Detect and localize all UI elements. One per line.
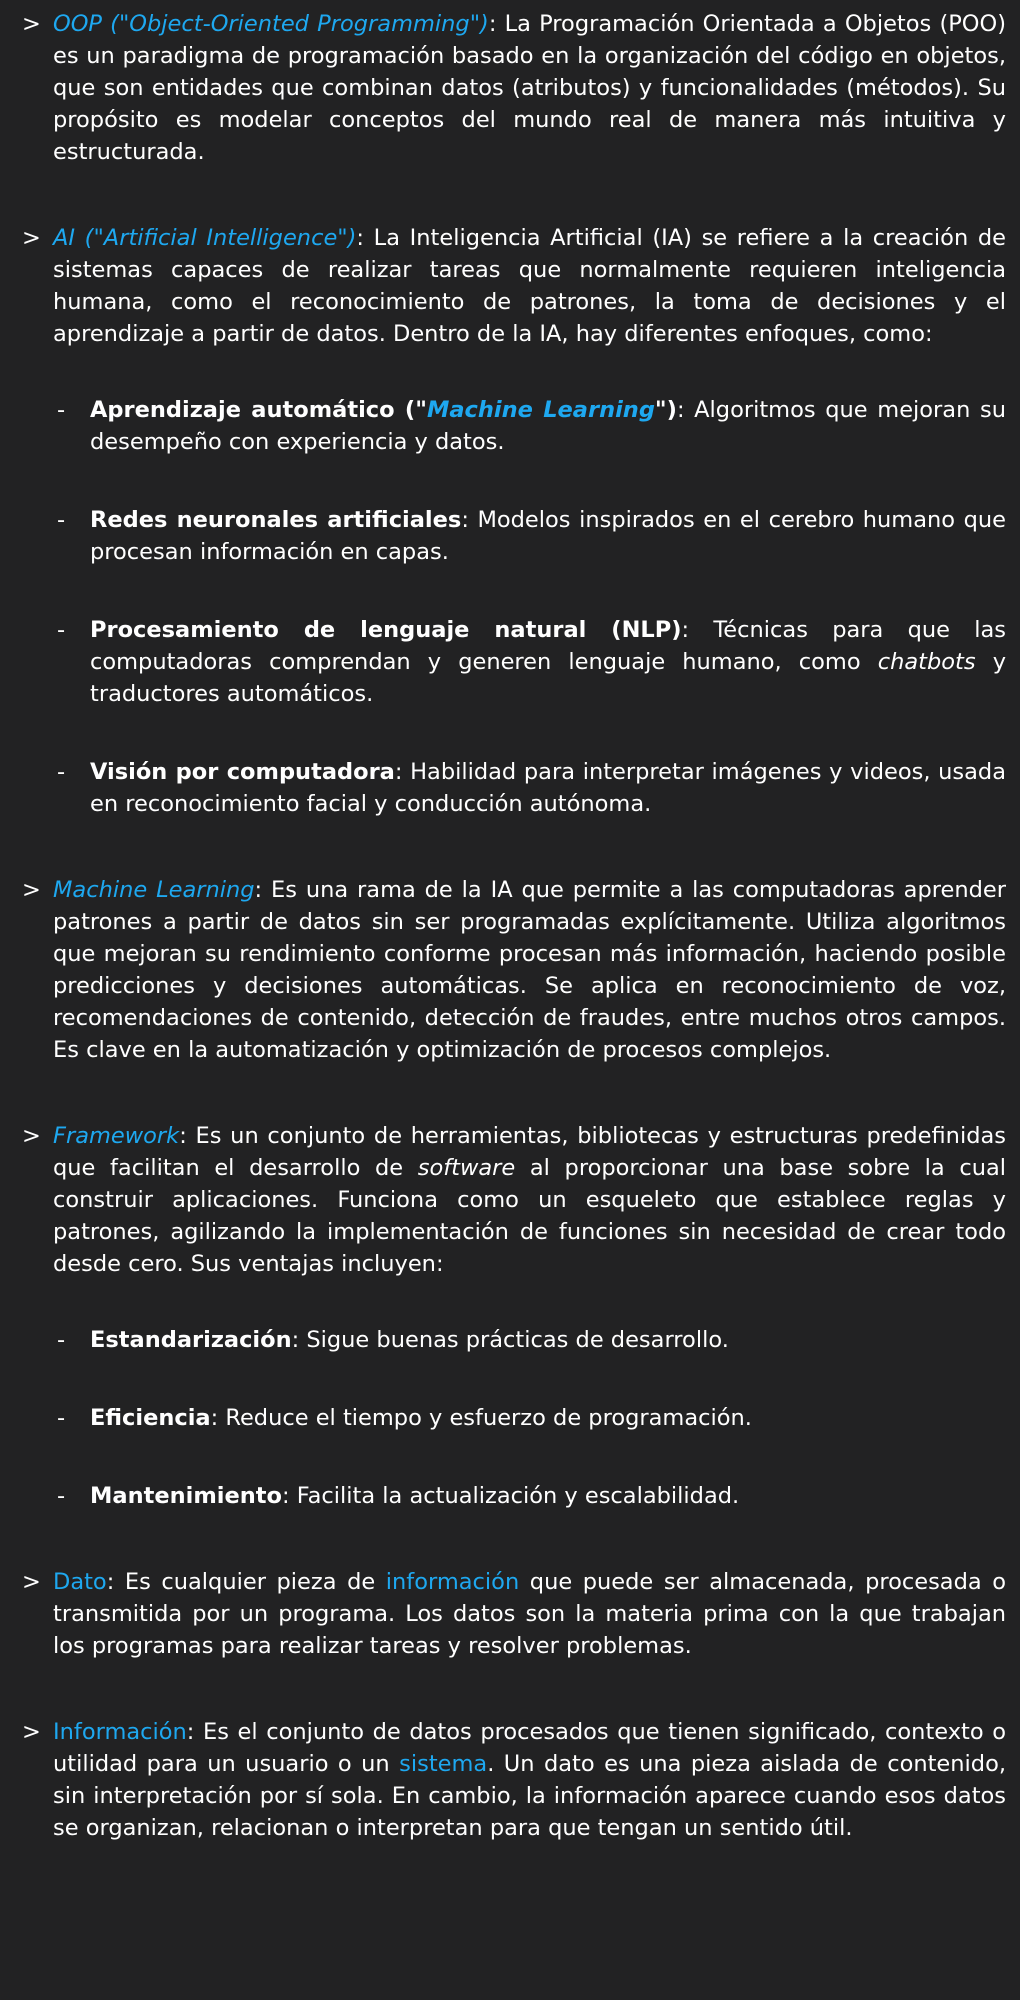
entry-marker: >	[22, 877, 41, 903]
entry-marker: >	[22, 1569, 41, 1595]
sub-item-computer-vision	[0, 756, 1006, 820]
entry-marker: >	[22, 225, 41, 251]
sub-item-title: Mantenimiento	[90, 1483, 282, 1509]
sub-item-text: : Algoritmos que mejoran su desempeño con experiencia y datos.	[90, 397, 1006, 455]
term-oop: OOP ("Object-Oriented Programming")	[53, 11, 489, 37]
term-link-sistema: sistema	[399, 1751, 488, 1777]
glossary-entry-ai	[0, 222, 1006, 350]
definition-oop: : La Programación Orientada a Objetos (POO) es un paradigma de programación basado en la organización del código en objetos, que son entidades que combinan datos (atributos) y funcionalidades (métodos). Su propósito es modelar conceptos del mundo real de manera más intuitiva y estructurada.	[53, 11, 1006, 165]
term-machine-learning: Machine Learning	[53, 877, 255, 903]
definition-informacion: : Es el conjunto de datos procesados que tienen significado, contexto o utilidad para un usuario o un	[53, 1719, 1006, 1777]
definition-ai: : La Inteligencia Artificial (IA) se refiere a la creación de sistemas capaces de realizar tareas que normalmente requieren inteligencia humana, como el reconocimiento de patrones, la toma de decisiones y el aprendizaje a partir de datos. Dentro de la IA, hay diferentes enfoques, como:	[53, 225, 1006, 347]
glossary-entry-dato	[0, 1566, 1006, 1662]
sub-item-dash: -	[57, 759, 66, 785]
entry-marker: >	[22, 11, 41, 37]
sub-item-text: : Técnicas para que las computadoras comprendan y generen lenguaje humano, como	[90, 617, 1006, 675]
definition-machine-learning: : Es una rama de la IA que permite a las computadoras aprender patrones a partir de datos sin ser programadas explícitamente. Utiliza algoritmos que mejoran su rendimiento conforme procesan más información, haciendo posible predicciones y decisiones automáticas. Se aplica en reconocimiento de voz, recomendaciones de contenido, detección de fraudes, entre muchos otros campos. Es clave en la automatización y optimización de procesos complejos.	[53, 877, 1006, 1063]
glossary-entry-framework	[0, 1120, 1006, 1280]
definition-italic: software	[417, 1155, 516, 1181]
sub-item-title: Redes neuronales artificiales	[90, 507, 462, 533]
sub-item-dash: -	[57, 617, 66, 643]
glossary-entry-machine-learning	[0, 874, 1006, 1066]
sub-item-title: Procesamiento de lenguaje natural (NLP)	[90, 617, 682, 643]
sub-item-title: Eficiencia	[90, 1405, 211, 1431]
definition-framework: : Es un conjunto de herramientas, bibliotecas y estructuras predefinidas que facilitan el desarrollo de	[53, 1123, 1006, 1181]
sub-item-maintenance	[0, 1480, 1006, 1512]
glossary-entry-oop	[0, 8, 1006, 168]
sub-item-title: Visión por computadora	[90, 759, 395, 785]
definition-framework-cont: al proporcionar una base sobre la cual construir aplicaciones. Funciona como un esqueleto que establece reglas y patrones, agilizando la implementación de funciones sin necesidad de crear todo desde cero. Sus ventajas incluyen:	[53, 1155, 1006, 1277]
sub-item-title: Estandarización	[90, 1327, 292, 1353]
entry-marker: >	[22, 1123, 41, 1149]
sub-item-nlp	[0, 614, 1006, 710]
term-framework: Framework	[53, 1123, 180, 1149]
sub-item-text: : Facilita la actualización y escalabilidad.	[282, 1483, 740, 1509]
term-dato: Dato	[53, 1569, 107, 1595]
definition-informacion-cont: . Un dato es una pieza aislada de contenido, sin interpretación por sí sola. En cambio, la información aparece cuando esos datos se organizan, relacionan o interpretan para que tengan un sentido útil.	[53, 1751, 1006, 1841]
sub-item-efficiency	[0, 1402, 1006, 1434]
sub-item-italic: chatbots	[877, 649, 976, 675]
sub-item-machine-learning	[0, 394, 1006, 458]
sub-item-text: : Modelos inspirados en el cerebro humano que procesan información en capas.	[90, 507, 1007, 565]
sub-item-dash: -	[57, 1483, 66, 1509]
sub-item-dash: -	[57, 507, 66, 533]
sub-item-text: : Reduce el tiempo y esfuerzo de programación.	[210, 1405, 752, 1431]
sub-item-title: Aprendizaje automático ("Machine Learning")	[90, 397, 677, 423]
definition-dato: : Es cualquier pieza de	[106, 1569, 386, 1595]
glossary-entry-informacion	[0, 1716, 1006, 1844]
sub-item-neural-networks	[0, 504, 1006, 568]
sub-item-dash: -	[57, 1327, 66, 1353]
term-link-informacion: información	[385, 1569, 520, 1595]
term-informacion: Información	[53, 1719, 187, 1745]
sub-item-standardization	[0, 1324, 1006, 1356]
sub-item-dash: -	[57, 1405, 66, 1431]
sub-item-dash: -	[57, 397, 66, 423]
sub-item-text: : Habilidad para interpretar imágenes y videos, usada en reconocimiento facial y conducción autónoma.	[90, 759, 1006, 817]
term-ai: AI ("Artificial Intelligence")	[53, 225, 357, 251]
definition-dato-cont: que puede ser almacenada, procesada o transmitida por un programa. Los datos son la materia prima con la que trabajan los programas para realizar tareas y resolver problemas.	[53, 1569, 1007, 1659]
entry-marker: >	[22, 1719, 41, 1745]
sub-item-text: y traductores automáticos.	[90, 649, 1007, 707]
sub-item-text: : Sigue buenas prácticas de desarrollo.	[291, 1327, 729, 1353]
